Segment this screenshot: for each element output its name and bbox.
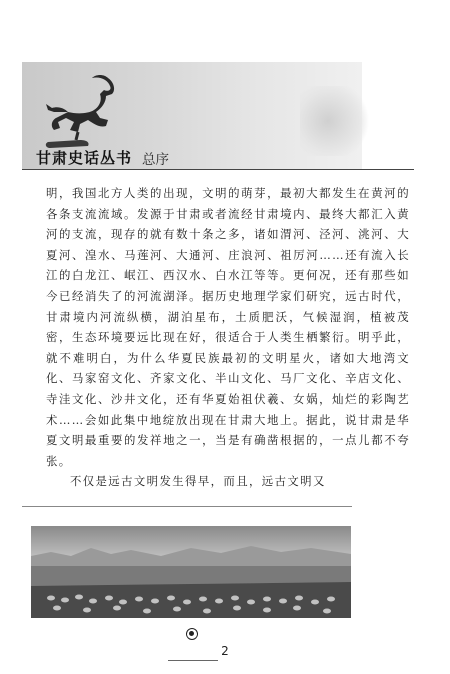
content-divider — [22, 506, 352, 507]
series-title: 甘肃史话丛书 — [36, 149, 133, 167]
title-divider — [22, 169, 414, 170]
page-number-underline — [168, 660, 218, 661]
faded-decoration — [300, 86, 370, 156]
body-paragraph: 不仅是远古文明发生得早，而且，远古文明又 — [69, 474, 326, 489]
section-label: 总序 — [142, 152, 169, 168]
landscape-photo — [31, 526, 351, 618]
page-ornament-icon — [186, 628, 198, 640]
body-text — [46, 183, 410, 492]
landscape-photo-graphic — [31, 526, 351, 618]
page-number: 2 — [221, 644, 229, 658]
body-paragraph: 明，我国北方人类的出现，文明的萌芽，最初大都发生在黄河的各条支流流域。发源于甘肃或者流经甘肃境内、最终大都汇入黄河的支流，现存的就有数十条之多，诸如渭河、泾河、洮河、大夏河、湟水、马莲河、大通河、庄浪河、祖厉河……还有流入长江的白龙江、岷江、西汉水、白水江等等。更何况，还有那些如今已经消失了的河流湖泽。据历史地理学家们研究，远古时代，甘肃境内河流纵横，湖泊星布，土质肥沃，气候湿润，植被茂密，生态环境要远比现在好，很适合于人类生栖繁衍。明乎此，就不难明白，为什么华夏民族最初的文明星火，诸如大地湾文化、马家窑文化、齐家文化、半山文化、马厂文化、辛店文化、寺洼文化、沙井文化，还有华夏始祖伏羲、女娲，灿烂的彩陶艺术……会如此集中地绽放出现在甘肃大地上。据此，说甘肃是华夏文明最重要的发祥地之一，当是有确凿根据的，一点儿都不夸张。 — [46, 186, 410, 468]
